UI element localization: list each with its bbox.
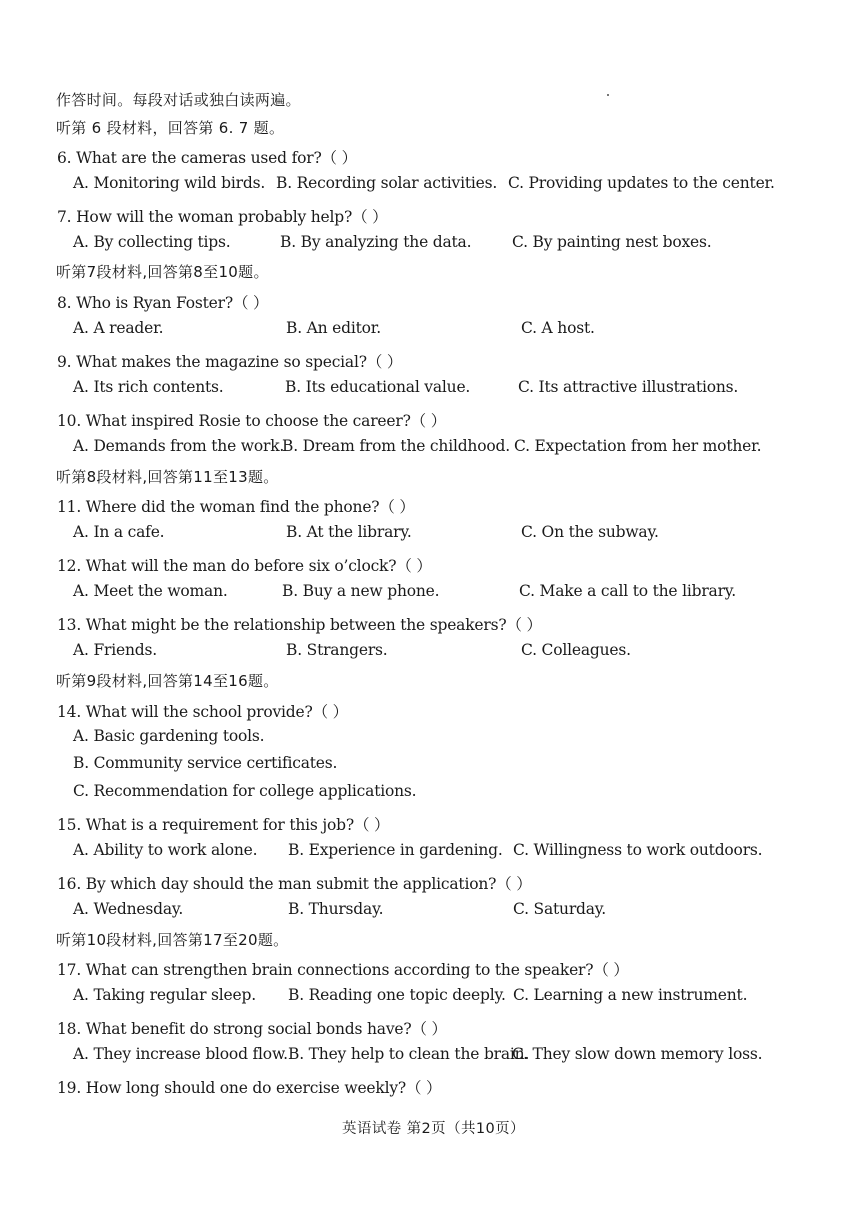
option-16a: A. Wednesday. — [73, 900, 184, 918]
question-7: 7. How will the woman probably help?（ ） — [57, 208, 388, 226]
question-14: 14. What will the school provide?（ ） — [57, 703, 348, 721]
section-heading-10: 听第10段材料,回答第17至20题。 — [56, 931, 289, 949]
question-16: 16. By which day should the man submit the application?（ ） — [57, 875, 532, 893]
option-6b: B. Recording solar activities. — [276, 174, 498, 192]
option-10b: B. Dream from the childhood. — [282, 437, 510, 455]
option-17a: A. Taking regular sleep. — [73, 986, 256, 1004]
option-7c: C. By painting nest boxes. — [512, 233, 712, 251]
section-heading-9: 听第9段材料,回答第14至16题。 — [56, 672, 279, 690]
option-9c: C. Its attractive illustrations. — [518, 378, 739, 396]
option-6c: C. Providing updates to the center. — [508, 174, 775, 192]
question-15: 15. What is a requirement for this job?（ ） — [57, 816, 390, 834]
option-17c: C. Learning a new instrument. — [513, 986, 748, 1004]
question-8: 8. Who is Ryan Foster?（ ） — [57, 294, 269, 312]
question-12: 12. What will the man do before six o’clock?（ ） — [57, 557, 432, 575]
question-17: 17. What can strengthen brain connections according to the speaker?（ ） — [57, 961, 629, 979]
option-7b: B. By analyzing the data. — [280, 233, 472, 251]
question-10: 10. What inspired Rosie to choose the career?（ ） — [57, 412, 447, 430]
option-18a: A. They increase blood flow. — [73, 1045, 288, 1063]
option-6a: A. Monitoring wild birds. — [73, 174, 266, 192]
option-15a: A. Ability to work alone. — [73, 841, 258, 859]
section-heading-8: 听第8段材料,回答第11至13题。 — [56, 468, 279, 486]
option-18c: C. They slow down memory loss. — [512, 1045, 763, 1063]
section-heading-6: 听第 6 段材料，回答第 6. 7 题。 — [56, 119, 285, 137]
page-footer: 英语试卷 第2页（共10页） — [342, 1121, 525, 1137]
question-19: 19. How long should one do exercise weekly?（ ） — [57, 1079, 442, 1097]
option-15c: C. Willingness to work outdoors. — [513, 841, 763, 859]
option-14b: B. Community service certificates. — [73, 754, 338, 772]
option-9a: A. Its rich contents. — [73, 378, 224, 396]
option-10a: A. Demands from the work. — [73, 437, 285, 455]
option-12a: A. Meet the woman. — [73, 582, 228, 600]
option-11b: B. At the library. — [286, 523, 412, 541]
option-11c: C. On the subway. — [521, 523, 659, 541]
option-16c: C. Saturday. — [513, 900, 607, 918]
option-13b: B. Strangers. — [286, 641, 388, 659]
option-13c: C. Colleagues. — [521, 641, 631, 659]
question-13: 13. What might be the relationship between the speakers?（ ） — [57, 616, 542, 634]
option-16b: B. Thursday. — [288, 900, 384, 918]
option-18b: B. They help to clean the brain. — [288, 1045, 530, 1063]
question-18: 18. What benefit do strong social bonds have?（ ） — [57, 1020, 447, 1038]
scan-speck — [607, 94, 609, 96]
option-11a: A. In a cafe. — [73, 523, 165, 541]
option-14a: A. Basic gardening tools. — [73, 727, 265, 745]
option-17b: B. Reading one topic deeply. — [288, 986, 506, 1004]
time-note: 作答时间。每段对话或独白读两遍。 — [56, 91, 301, 109]
option-8c: C. A host. — [521, 319, 595, 337]
question-9: 9. What makes the magazine so special?（ ） — [57, 353, 403, 371]
option-12b: B. Buy a new phone. — [282, 582, 440, 600]
section-heading-7: 听第7段材料,回答第8至10题。 — [56, 263, 269, 281]
option-15b: B. Experience in gardening. — [288, 841, 503, 859]
option-9b: B. Its educational value. — [285, 378, 471, 396]
option-10c: C. Expectation from her mother. — [514, 437, 762, 455]
option-13a: A. Friends. — [73, 641, 157, 659]
question-11: 11. Where did the woman find the phone?（ ） — [57, 498, 415, 516]
option-12c: C. Make a call to the library. — [519, 582, 737, 600]
option-8b: B. An editor. — [286, 319, 381, 337]
option-8a: A. A reader. — [73, 319, 164, 337]
question-6: 6. What are the cameras used for?（ ） — [57, 149, 357, 167]
option-7a: A. By collecting tips. — [73, 233, 231, 251]
option-14c: C. Recommendation for college applications. — [73, 782, 417, 800]
